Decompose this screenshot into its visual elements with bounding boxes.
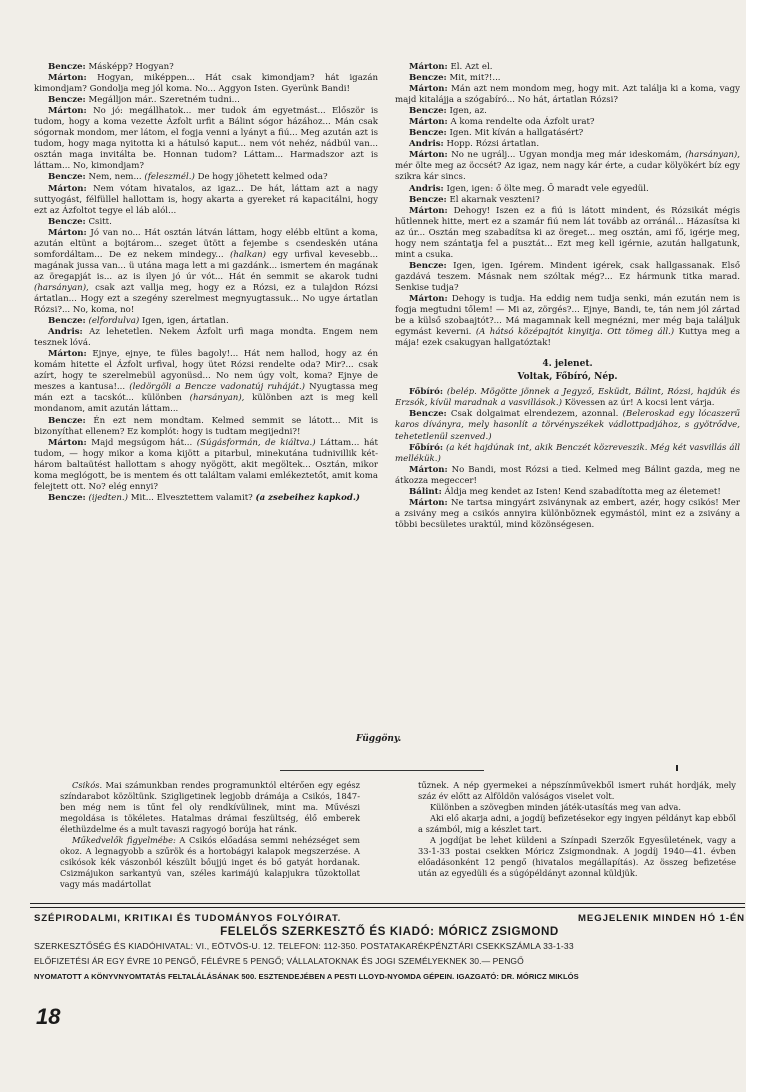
body-text: El akarnak veszteni?: [446, 194, 540, 205]
paragraph: [34, 106, 378, 172]
body-text: különben azt is meg kell mondanom, amit azután láttam...: [34, 393, 378, 415]
paragraph: [395, 409, 740, 442]
note-lead: Csikós.: [72, 780, 103, 790]
body-text: Mán azt nem mondom meg, hogy mit. Azt találja ki a koma, vagy majd kitalájja a szógabíró... No hát, ártatlan Rózsi?: [395, 84, 740, 106]
speaker-name: Andris:: [48, 327, 83, 338]
paragraph: [395, 106, 740, 117]
curtain-line: Függöny.: [356, 734, 402, 744]
paragraph: [395, 84, 740, 106]
body-text: No jó: megállhatok... mer tudok ám egyetmást... Először is tudom, hogy a koma vezette Ázfolt urfit a Bálint sógor házához... Mán csak sógornak mondom, mer látom, el fogja venni a lyányt a fiú... Meg azután azt is tudom, hogy maga nyitotta ki a hátulsó kaput... nem vót nehéz, nádbúl van... osztán maga invitálta be. Honnan tudom? Láttam... Harmadszor azt is láttam... No, kimondjam?: [34, 106, 378, 172]
speaker-name: Bencze:: [409, 260, 447, 271]
play-scene-four-dialogue: [395, 387, 740, 531]
speaker-name: Bencze:: [409, 194, 447, 205]
speaker-name: Bencze:: [48, 62, 86, 72]
paragraph: [395, 139, 740, 150]
speaker-name: Bencze:: [48, 95, 86, 106]
paragraph: [395, 62, 740, 73]
editorial-note-right: [418, 780, 736, 879]
stage-direction: (ledörgöli a Bencze vadonatúj ruháját.): [129, 382, 306, 393]
scan-margin: [746, 0, 769, 1092]
paragraph: [395, 487, 740, 498]
speaker-name: Bencze:: [409, 409, 447, 420]
speaker-name: Bencze:: [409, 106, 447, 117]
body-text: Megálljon már.. Szeretném tudni...: [85, 95, 240, 106]
play-right-dialogue: [395, 62, 740, 349]
speaker-name: Márton:: [409, 464, 448, 475]
print-mark: [676, 765, 678, 771]
paragraph: [34, 73, 378, 95]
speaker-name: Márton:: [409, 205, 448, 216]
paragraph: [34, 62, 378, 73]
body-text: Igen, igen: ő ölte meg. Ő maradt vele egyedül.: [443, 183, 649, 194]
body-text: Nem vótam hivatalos, az igaz... De hát, láttam azt a nagy suttyogást, félfüllel hallottam is, hogy akarta a gyereket rá kapacitálni, hogy ezt az Ázfoltot tegye el láb alól...: [34, 183, 378, 216]
imprint-line-editor: FELELŐS SZERKESZTŐ ÉS KIADÓ: MÓRICZ ZSIGMOND: [220, 925, 559, 938]
speaker-name: Bencze:: [48, 492, 86, 503]
body-text: Mai számunkban rendes programunktól eltérően egy egész színdarabot közöltünk. Szigligetinek legjobb drámája a Csikós, 1847-ben még nem is tűnt fel oly rendkívülinek, mint ma. Művészi megoldása is tökéletes. Hatalmas drámai feszültség, élő emberek élethüzdelme és a mult tavaszi ragyogó borúja hat ránk.: [60, 780, 360, 834]
speaker-name: Márton:: [409, 117, 448, 128]
body-text: Majd megsúgom hát...: [86, 437, 197, 448]
paragraph: [395, 195, 740, 206]
speaker-name: Főbíró:: [409, 387, 444, 398]
body-text: El. Azt el.: [447, 62, 493, 72]
speaker-name: Márton:: [48, 349, 87, 360]
speaker-name: Bencze:: [48, 316, 86, 327]
play-left-column: [34, 62, 378, 504]
paragraph: [395, 387, 740, 409]
paragraph: [395, 73, 740, 84]
body-text: egy urfival kevesebb... magának jussa van... ü utána maga lett a mi gazdánk... ismertem én magának az öregapját is... az is ilyen jó úr vót... Hát én semmit se akarok tudni: [34, 249, 378, 282]
speaker-name: Andris:: [409, 183, 444, 194]
body-text: Igen, igen. Igérem. Mindent igérek, csak hallgassanak. Első gazdává teszem. Másnak nem szóltak még?... Ez hármunk titka marad. Senkise tudja?: [395, 260, 740, 293]
imprint-line-journal: [34, 913, 745, 924]
section-divider: [280, 770, 484, 771]
paragraph: [418, 835, 736, 879]
paragraph: [395, 206, 740, 261]
stage-direction: (a zsebeihez kapkod.): [255, 492, 360, 503]
stage-direction: (halkan): [230, 249, 267, 260]
imprint-line-printer: NYOMATOTT A KÖNYVNYOMTATÁS FELTALÁLÁSÁNAK 500. ESZTENDEJÉBEN A PESTI LLOYD-NYOMDA GÉPEIN. IGAZGATÓ: DR. MÓRICZ MIKLÓS: [34, 972, 579, 981]
speaker-name: Márton:: [409, 150, 448, 161]
body-text: A koma rendelte oda Ázfolt urat?: [447, 117, 595, 128]
editorial-note-left: [60, 780, 360, 890]
paragraph: [395, 443, 740, 465]
stage-direction: (ijedten.): [88, 492, 128, 503]
speaker-name: Bencze:: [48, 172, 86, 183]
paragraph: [34, 184, 378, 217]
speaker-name: Bencze:: [48, 415, 86, 426]
body-text: Nem, nem...: [85, 172, 145, 183]
body-text: Láttam... hát tudom, — hogy mikor a koma kijött a pitarbul, minekutána tudnivillik két-három baltaütést hallottam s ahogy nyögött, akit megöltek... Osztán, mikor koma meglógott, be is mentem és ott találtam valami emlékeztetőt, amit koma felejtett ott. No? elég ennyi?: [34, 437, 378, 492]
body-text: Áldja meg kendet az Isten! Kend szabadította meg az életemet!: [441, 486, 721, 497]
paragraph: [60, 780, 360, 835]
stage-direction: (elfordulva): [88, 316, 140, 327]
body-text: tűznek. A nép gyermekei a népszínművekből ismert ruhát hordják, mely száz év előtt az Alföldön valóságos viselet volt.: [418, 780, 736, 801]
paragraph: [34, 316, 378, 327]
paragraph: [60, 835, 360, 890]
speaker-name: Bálint:: [409, 486, 442, 497]
body-text: Az lehetetlen. Nekem Ázfolt urfi maga mondta. Engem nem tesznek lóvá.: [34, 327, 378, 349]
speaker-name: Márton:: [48, 437, 87, 448]
body-text: No Bandi, most Rózsi a tied. Kelmed meg Bálint gazda, meg ne átkozza megeccer!: [395, 464, 740, 486]
stage-direction: (A hátsó középajtót kinyitja. Ott tömeg áll.): [475, 327, 675, 338]
body-text: De hogy jöhetett kelmed oda?: [194, 172, 328, 183]
speaker-name: Főbíró:: [409, 442, 444, 453]
speaker-name: Andris:: [409, 139, 444, 150]
body-text: Igen, az.: [446, 106, 487, 117]
body-text: Én ezt nem mondtam. Kelmed semmit se látott... Mit is bizonyíthat ellenem? Ez komplót: hogy is tudtam megijedni?!: [34, 415, 378, 437]
body-text: Csak dolgaimat elrendezem, azonnal.: [446, 409, 623, 420]
stage-direction: (harsányan),: [189, 393, 245, 404]
paragraph: [395, 294, 740, 349]
speaker-name: Márton:: [48, 183, 87, 194]
paragraph: [34, 416, 378, 438]
body-text: Hogyan, miképpen... Hát csak kimondjam? hát igazán kimondjam? Gondolja meg jól koma. No... Aggyon Isten. Gyerünk Bandi!: [34, 73, 378, 95]
body-text: Kövessen az úr! A kocsi lent várja.: [561, 398, 715, 409]
imprint-divider: [30, 903, 745, 908]
stage-direction: (Súgásformán, de kiáltva.): [196, 437, 316, 448]
paragraph: [395, 261, 740, 294]
paragraph: [34, 172, 378, 183]
body-text: csak azt vallja meg, hogy ez a Rózsi, ez a tulajdon Rózsi ártatlan... Hogy ezt a szegény szerelmest megnyugtassuk... No ugye ártatlan Rózsi?... No, koma, no!: [34, 282, 378, 316]
body-text: Hopp. Rózsi ártatlan.: [443, 139, 540, 150]
stage-direction: (Beleroskad egy lócaszerű karos díványra, mely hasonlít a törvényszékek vádlottpadjához, s gyötrődve, tehetetlenül szenved.): [395, 409, 741, 442]
body-text: Ne tartsa mingyárt zsiványnak az embert, azér, hogy csikós! Mer a zsivány meg a csikós annyira különböznek egymástól, mint ez a zsivány a többi becsületes uraktúl, mind közönségesen.: [395, 497, 740, 530]
speaker-name: Bencze:: [409, 73, 447, 84]
speaker-name: Márton:: [409, 497, 448, 508]
stage-direction: (feleszmél.): [144, 172, 195, 183]
body-text: Igen, igen, ártatlan.: [139, 316, 229, 327]
body-text: Különben a szövegben minden játék-utasítás meg van adva.: [430, 801, 681, 812]
scene-heading: 4. jelenet.: [542, 359, 593, 370]
imprint-line-prices: ELŐFIZETÉSI ÁR EGY ÉVRE 10 PENGŐ, FÉLÉVRE 5 PENGŐ; VÁLLALATOKNAK ÉS JOGI SZEMÉLYEKNEK 30.— PENGŐ: [34, 956, 524, 966]
body-text: mér ölte meg az öccsét? Az igaz, nem nagy kár érte, a cudar kölyökért bíz egy szikra kár sincs.: [395, 161, 740, 183]
stage-direction: (belép. Mögötte jönnek a Jegyző, Esküdt, Bálint, Rózsi, hajdúk és Erzsók, kívül maradnak a vasvillások.): [395, 387, 740, 409]
paragraph: [395, 184, 740, 195]
body-text: Kuttya meg a mája! ezek csakugyan hallgatóztak!: [395, 327, 740, 349]
paragraph: [34, 217, 378, 228]
body-text: Aki elő akarja adni, a jogdíj befizetésekor egy ingyen példányt kap ebből a számból, mig a készlet tart.: [418, 812, 736, 834]
body-text: Nyugtassa meg mán ezt a tacskót... különben: [34, 382, 378, 404]
stage-direction: (harsányan),: [685, 150, 740, 161]
speaker-name: Bencze:: [48, 216, 86, 227]
paragraph: [34, 438, 378, 493]
speaker-name: Márton:: [409, 62, 448, 72]
paragraph: [395, 498, 740, 531]
paragraph: [395, 150, 740, 183]
imprint-line-address: SZERKESZTŐSÉG ÉS KIADÓHIVATAL: VI., EÖTVÖS-U. 12. TELEFON: 112-350. POSTATAKARÉKPÉNZTÁRI CSEKKSZÁMLA 33-1-33: [34, 941, 574, 951]
paragraph: [34, 95, 378, 106]
stage-direction: (harsányan),: [34, 282, 89, 293]
paragraph: [34, 228, 378, 316]
paragraph: [418, 802, 736, 813]
speaker-name: Márton:: [409, 84, 448, 95]
speaker-name: Márton:: [48, 73, 87, 84]
paragraph: [395, 117, 740, 128]
paragraph: [418, 813, 736, 835]
journal-type: SZÉPIRODALMI, KRITIKAI ÉS TUDOMÁNYOS FOLYÓIRAT.: [34, 913, 342, 924]
body-text: No ne ugrálj... Ugyan mondja meg már ideskomám,: [447, 150, 686, 161]
body-text: Csitt.: [85, 216, 112, 227]
paragraph: [34, 493, 378, 504]
scene-cast: Voltak, Főbíró, Nép.: [517, 372, 618, 383]
publication-frequency: MEGJELENIK MINDEN HÓ 1-ÉN: [578, 913, 745, 924]
body-text: Dehogy is tudja. Ha eddig nem tudja senki, mán ezután nem is fogja megtudni tőlem! — Mi az, zörgés?... Ejnye, Bandi, te, tán nem jól zártad be a külső szobaajtót?... Má magamnak kell megnézni, mer még baja találjuk egymást keverni.: [395, 293, 740, 338]
body-text: Ejnye, ejnye, te füles bagoly!... Hát nem hallod, hogy az én komám hitette el Ázfolt urfival, hogy ütet Rózsi rendelte oda? Mir?... csak azírt, hogy te szerelmebül agyonüsd... No nem úgy volt, koma? Ejnye de meszes a kantusa!...: [34, 349, 378, 393]
body-text: Mit, mit?!...: [446, 73, 501, 84]
body-text: Dehogy! Iszen ez a fiú is látott mindent, és Rózsikát mégis hűtlennek hitte, mert ez a szamár fiú nem lát tovább az orránál... Házasítsa ki az úr... Osztán meg szabadítsa ki az öreget... meg osztán, ami fő, igérje meg, hogy nem szántatja fel a pusztát... Ezt meg kell igérnie, azután hallgatunk, mint a csuka.: [395, 205, 740, 260]
paragraph: [34, 349, 378, 415]
paragraph: [395, 128, 740, 139]
paragraph: [34, 327, 378, 349]
paragraph: [395, 465, 740, 487]
body-text: A Csikós előadása semmi nehézséget sem okoz. A legnagyobb a szűrök és a hortobágyi kalapok megszerzése. A csikósok kék vászonból készült bőujjú inget és bő gatyát hordanak. Csizmájukon sarkantyú van, széles karimájú kalapjukra tűzoktollat vagy más madártollat: [60, 834, 360, 889]
speaker-name: Márton:: [409, 293, 448, 304]
speaker-name: Bencze:: [409, 128, 447, 139]
play-right-column: [395, 62, 740, 531]
body-text: Igen. Mit kíván a hallgatásért?: [446, 128, 584, 139]
body-text: A jogdíjat be lehet küldeni a Színpadi Szerzők Egyesületének, vagy a 33-1-33 postai csekken Móricz Zsigmondnak. A jogdíj 1940—41. évben előadásonként 12 pengő (hivatalos megállapítás). Az összeg befizetése után az egyedüli és a súgópéldányt azonnal küldjük.: [418, 834, 736, 878]
body-text: Mit... Elvesztettem valamit?: [127, 492, 256, 503]
note-lead: Műkedvelők figyelmébe:: [72, 834, 176, 845]
speaker-name: Márton:: [48, 106, 87, 117]
body-text: Másképp? Hogyan?: [85, 62, 174, 72]
speaker-name: Márton:: [48, 227, 87, 238]
paragraph: [418, 780, 736, 802]
stage-direction: (a két hajdúnak int, akik Benczét közreveszik. Még két vasvillás áll mellékük.): [395, 442, 740, 464]
page-number: 18: [36, 1004, 61, 1029]
body-text: Jó van no... Hát osztán látván láttam, hogy elébb eltünt a koma, azután eltünt a bojtárom... szeget ütött a fejembe s csendeskén utána somfordáltam... De ez nekem mindegy...: [34, 227, 378, 260]
